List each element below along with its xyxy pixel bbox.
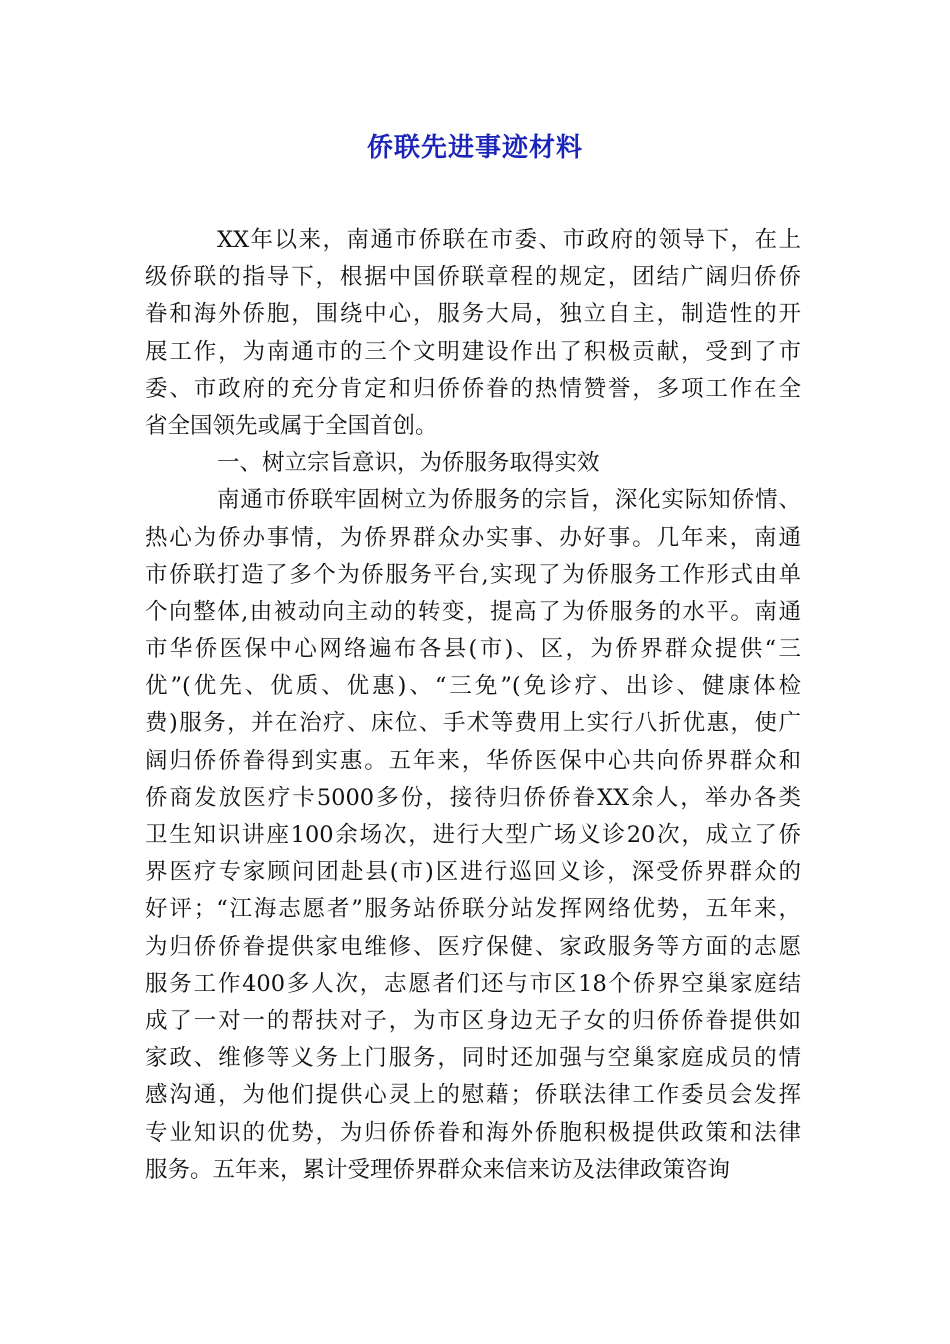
paragraph-line: 个向整体,由被动向主动的转变，提高了为侨服务的水平。南通 <box>145 598 801 625</box>
paragraph-line: 省全国领先或属于全国首创。 <box>145 412 438 439</box>
paragraph-line: 服务工作400多人次，志愿者们还与市区18个侨界空巢家庭结 <box>145 970 801 997</box>
paragraph-line: 服务。五年来，累计受理侨界群众来信来访及法律政策咨询 <box>145 1156 731 1183</box>
paragraph-line: XX年以来，南通市侨联在市委、市政府的领导下，在上 <box>217 227 801 253</box>
paragraph-line: 家政、维修等义务上门服务，同时还加强与空巢家庭成员的情 <box>145 1045 801 1072</box>
paragraph-line: 感沟通，为他们提供心灵上的慰藉；侨联法律工作委员会发挥 <box>145 1082 801 1109</box>
paragraph-line: 展工作，为南通市的三个文明建设作出了积极贡献，受到了市 <box>145 338 801 365</box>
paragraph-line: 专业知识的优势，为归侨侨眷和海外侨胞积极提供政策和法律 <box>145 1119 801 1146</box>
section-heading: 一、树立宗旨意识，为侨服务取得实效 <box>217 450 600 477</box>
document-title: 侨联先进事迹材料 <box>366 133 583 163</box>
paragraph-line: 成了一对一的帮扶对子，为市区身边无子女的归侨侨眷提供如 <box>145 1007 801 1034</box>
paragraph-line: 市侨联打造了多个为侨服务平台,实现了为侨服务工作形式由单 <box>145 561 801 588</box>
paragraph-line: 眷和海外侨胞，围绕中心，服务大局，独立自主，制造性的开 <box>145 301 801 328</box>
paragraph-line: 侨商发放医疗卡5000多份，接待归侨侨眷XX余人，举办各类 <box>145 784 801 811</box>
paragraph-line: 南通市侨联牢固树立为侨服务的宗旨，深化实际知侨情、 <box>217 487 801 514</box>
paragraph-line: 优”(优先、优质、优惠)、“三免”(免诊疗、出诊、健康体检 <box>145 673 801 700</box>
paragraph-line: 界医疗专家顾问团赴县(市)区进行巡回义诊，深受侨界群众的 <box>145 859 801 886</box>
paragraph-line: 卫生知识讲座100余场次，进行大型广场义诊20次，成立了侨 <box>145 822 801 848</box>
paragraph-line: 委、市政府的充分肯定和归侨侨眷的热情赞誉，多项工作在全 <box>145 375 801 402</box>
document-body <box>145 222 801 1189</box>
paragraph-line: 市华侨医保中心网络遍布各县(市)、区，为侨界群众提供“三 <box>145 636 801 663</box>
paragraph-line: 费)服务，并在治疗、床位、手术等费用上实行八折优惠，使广 <box>145 710 801 737</box>
paragraph-line: 级侨联的指导下，根据中国侨联章程的规定，团结广阔归侨侨 <box>145 264 801 291</box>
paragraph-line: 热心为侨办事情，为侨界群众办实事、办好事。几年来，南通 <box>145 524 801 551</box>
paragraph-line: 阔归侨侨眷得到实惠。五年来，华侨医保中心共向侨界群众和 <box>145 747 801 774</box>
paragraph-line: 为归侨侨眷提供家电维修、医疗保健、家政服务等方面的志愿 <box>145 933 801 960</box>
paragraph-line: 好评；“江海志愿者”服务站侨联分站发挥网络优势，五年来， <box>145 896 801 923</box>
